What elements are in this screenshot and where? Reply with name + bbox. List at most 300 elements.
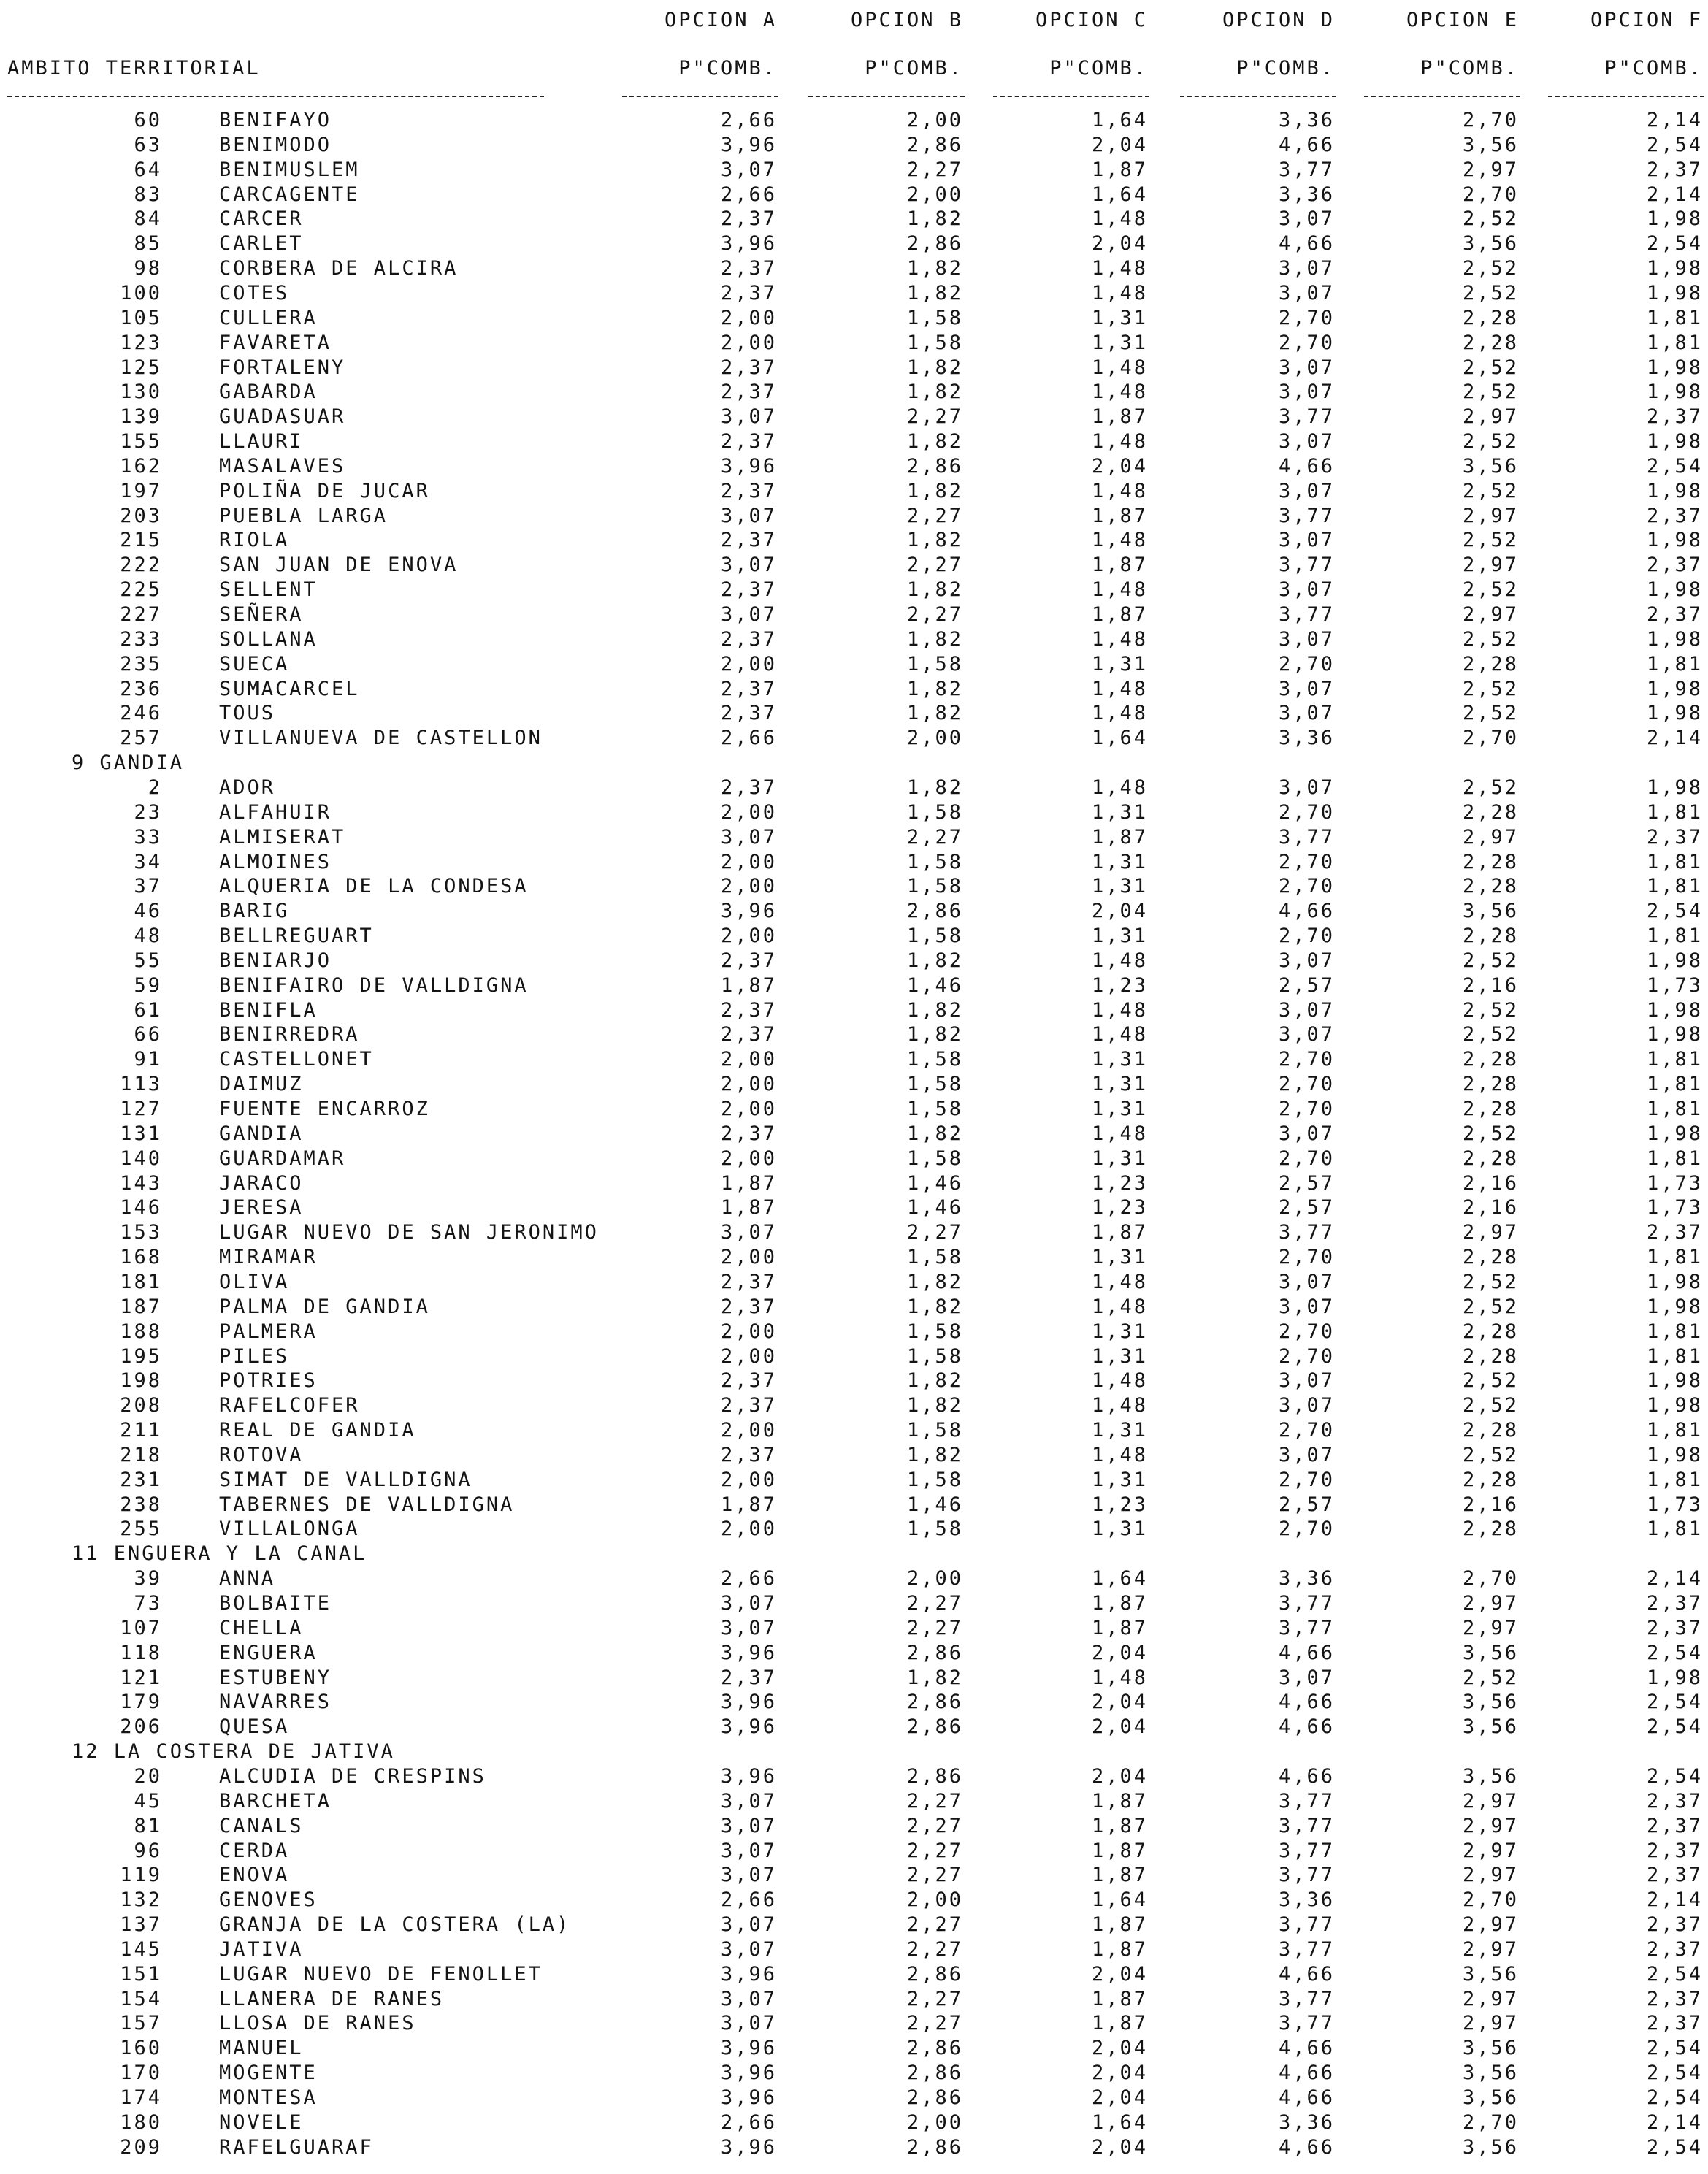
option-f-value: 2,54 [1646,900,1703,922]
option-f-value: 1,98 [1646,1295,1703,1318]
table-row [0,701,1708,726]
option-d-value: 3,07 [1278,776,1335,799]
option-d-value: 2,70 [1278,925,1335,947]
municipality-code: 37 [134,875,162,897]
municipality-name: SUECA [219,653,290,675]
option-d-value: 3,77 [1278,1938,1335,1961]
option-b-value: 2,27 [906,826,963,849]
option-e-value: 2,52 [1462,1394,1519,1417]
option-f-value: 2,54 [1646,232,1703,255]
option-e-value: 2,52 [1462,1271,1519,1293]
option-b-value: 2,86 [906,232,963,255]
option-e-value: 3,56 [1462,1642,1519,1664]
option-b-value: 2,86 [906,2086,963,2109]
option-d-value: 4,66 [1278,1765,1335,1788]
municipality-name: DAIMUZ [219,1073,304,1095]
option-c-value: 1,48 [1091,207,1148,230]
option-d-value: 3,07 [1278,356,1335,379]
option-f-value: 1,98 [1646,702,1703,724]
municipality-code: 157 [120,2012,162,2035]
option-e-value: 3,56 [1462,2062,1519,2084]
option-c-value: 1,48 [1091,257,1148,280]
municipality-code: 131 [120,1122,162,1145]
municipality-code: 83 [134,183,162,206]
option-b-value: 2,00 [906,1888,963,1911]
municipality-name: JARACO [219,1172,304,1195]
municipality-name: MASALAVES [219,455,346,478]
option-e-value: 2,28 [1462,875,1519,897]
option-e-value: 2,97 [1462,1790,1519,1813]
option-e-value: 2,28 [1462,307,1519,329]
option-d-value: 3,07 [1278,1444,1335,1466]
option-e-value: 2,28 [1462,1147,1519,1170]
municipality-code: 84 [134,207,162,230]
option-a-value: 3,07 [720,158,777,181]
option-c-value: 1,87 [1091,1592,1148,1615]
option-d-value: 3,77 [1278,554,1335,576]
option-e-value: 2,52 [1462,380,1519,403]
table-row [0,874,1708,899]
option-f-value: 2,37 [1646,158,1703,181]
option-b-value: 1,58 [906,925,963,947]
option-e-heading: OPCION E [1406,9,1519,31]
option-a-value: 3,96 [720,2136,777,2159]
option-c-value: 2,04 [1091,2062,1148,2084]
option-c-value: 1,87 [1091,1221,1148,1244]
option-a-value: 2,66 [720,2111,777,2134]
option-a-value: 3,96 [720,1715,777,1738]
option-f-value: 2,37 [1646,1938,1703,1961]
option-a-value: 3,07 [720,603,777,626]
option-e-value: 2,16 [1462,974,1519,997]
table-row [0,2061,1708,2086]
municipality-name: LLAURI [219,430,304,453]
option-c-value: 1,48 [1091,1271,1148,1293]
option-f-value: 2,14 [1646,183,1703,206]
option-f-value: 1,98 [1646,578,1703,601]
option-e-value: 2,28 [1462,653,1519,675]
option-d-value: 2,70 [1278,1469,1335,1491]
option-f-value: 1,98 [1646,1023,1703,1046]
option-d-value: 4,66 [1278,1691,1335,1713]
option-a-value: 2,37 [720,480,777,502]
option-f-value: 1,98 [1646,282,1703,305]
table-row [0,281,1708,306]
option-f-value: 1,98 [1646,1271,1703,1293]
option-e-value: 2,16 [1462,1493,1519,1516]
option-a-value: 2,37 [720,1023,777,1046]
table-row [0,627,1708,652]
option-a-value: 2,00 [720,332,777,354]
option-a-value: 3,96 [720,900,777,922]
municipality-name: BENIARJO [219,949,332,972]
option-f-value: 2,54 [1646,2086,1703,2109]
option-e-value: 2,28 [1462,851,1519,873]
option-d-value: 3,36 [1278,727,1335,749]
option-a-value: 2,66 [720,727,777,749]
option-e-value: 2,97 [1462,2012,1519,2035]
option-d-value: 4,66 [1278,2062,1335,2084]
option-f-value: 1,98 [1646,1444,1703,1466]
option-f-value: 1,81 [1646,1469,1703,1491]
table-row [0,652,1708,677]
municipality-code: 137 [120,1913,162,1936]
municipality-code: 118 [120,1642,162,1664]
municipality-name: RIOLA [219,529,290,551]
municipality-code: 195 [120,1345,162,1368]
municipality-name: ALQUERIA DE LA CONDESA [219,875,529,897]
option-c-value: 2,04 [1091,455,1148,478]
option-d-value: 4,66 [1278,1715,1335,1738]
table-row [0,1764,1708,1789]
municipality-name: PILES [219,1345,290,1368]
option-f-value: 1,73 [1646,1196,1703,1219]
option-d-value: 4,66 [1278,1642,1335,1664]
option-b-value: 1,82 [906,578,963,601]
municipality-code: 257 [120,727,162,749]
option-a-value: 3,96 [720,1963,777,1986]
option-c-value: 1,31 [1091,1345,1148,1368]
option-b-value: 1,58 [906,1469,963,1491]
option-a-value: 3,96 [720,1691,777,1713]
option-b-value: 2,27 [906,1592,963,1615]
option-e-value: 3,56 [1462,1715,1519,1738]
option-c-value: 1,23 [1091,1493,1148,1516]
option-c-value: 1,64 [1091,109,1148,131]
option-d-value: 3,07 [1278,678,1335,700]
option-f-heading: OPCION F [1590,9,1703,31]
option-f-value: 2,54 [1646,1963,1703,1986]
option-a-value: 2,00 [720,1073,777,1095]
municipality-code: 222 [120,554,162,576]
option-a-value: 3,07 [720,1913,777,1936]
option-b-value: 1,82 [906,1369,963,1392]
option-f-value: 2,37 [1646,1221,1703,1244]
table-row [0,1022,1708,1047]
option-d-unit-label: P"COMB. [1236,57,1335,80]
option-e-value: 2,97 [1462,1938,1519,1961]
option-a-value: 3,96 [720,455,777,478]
option-a-value: 2,37 [720,430,777,453]
option-a-value: 2,37 [720,282,777,305]
option-e-value: 2,97 [1462,1592,1519,1615]
option-c-value: 1,48 [1091,480,1148,502]
municipality-code: 61 [134,999,162,1022]
option-c-value: 1,87 [1091,158,1148,181]
option-b-value: 2,00 [906,2111,963,2134]
table-row [0,726,1708,751]
option-f-value: 1,81 [1646,1320,1703,1343]
option-d-value: 3,36 [1278,2111,1335,2134]
option-f-value: 2,54 [1646,1715,1703,1738]
option-f-value: 1,98 [1646,430,1703,453]
option-f-value: 1,81 [1646,925,1703,947]
table-row [0,924,1708,949]
option-d-value: 3,07 [1278,702,1335,724]
municipality-code: 179 [120,1691,162,1713]
option-b-value: 2,86 [906,455,963,478]
option-a-value: 3,96 [720,232,777,255]
option-f-value: 2,54 [1646,1765,1703,1788]
table-row [0,2086,1708,2110]
group-heading: 11 ENGUERA Y LA CANAL [72,1542,367,1565]
option-d-value: 2,70 [1278,1147,1335,1170]
option-a-value: 2,66 [720,1567,777,1590]
option-e-value: 2,28 [1462,1345,1519,1368]
option-f-value: 2,54 [1646,1642,1703,1664]
option-b-value: 2,86 [906,900,963,922]
municipality-name: CARCAGENTE [219,183,360,206]
option-f-value: 1,81 [1646,875,1703,897]
option-e-value: 2,52 [1462,480,1519,502]
option-e-value: 2,28 [1462,1320,1519,1343]
municipality-code: 151 [120,1963,162,1986]
municipality-name: PALMERA [219,1320,318,1343]
table-row [0,1195,1708,1220]
option-a-value: 2,00 [720,1098,777,1120]
option-d-value: 2,57 [1278,1196,1335,1219]
table-row [0,998,1708,1023]
municipality-code: 236 [120,678,162,700]
option-b-value: 2,27 [906,1988,963,2010]
table-row [0,1245,1708,1270]
municipality-name: BENIMODO [219,134,332,156]
municipality-code: 231 [120,1469,162,1491]
table-row [0,776,1708,800]
option-d-value: 3,77 [1278,2012,1335,2035]
table-row [0,850,1708,875]
option-d-value: 2,70 [1278,801,1335,824]
municipality-code: 20 [134,1765,162,1788]
option-a-value: 3,07 [720,554,777,576]
option-e-value: 2,52 [1462,1444,1519,1466]
table-row [0,1863,1708,1888]
option-c-value: 1,31 [1091,1246,1148,1268]
option-a-underline [622,96,778,97]
option-c-value: 1,87 [1091,505,1148,527]
option-e-value: 2,97 [1462,1864,1519,1886]
table-row [0,1493,1708,1517]
option-e-value: 2,28 [1462,332,1519,354]
option-e-value: 3,56 [1462,455,1519,478]
option-b-value: 1,58 [906,1419,963,1442]
option-e-value: 2,28 [1462,1419,1519,1442]
municipality-code: 187 [120,1295,162,1318]
option-a-value: 2,00 [720,1147,777,1170]
municipality-name: ADOR [219,776,276,799]
option-b-value: 2,27 [906,158,963,181]
option-d-underline [1180,96,1336,97]
option-e-value: 2,52 [1462,1122,1519,1145]
option-d-value: 3,07 [1278,1122,1335,1145]
municipality-code: 100 [120,282,162,305]
option-c-value: 1,48 [1091,282,1148,305]
option-d-value: 3,36 [1278,1567,1335,1590]
option-a-value: 2,37 [720,578,777,601]
option-e-value: 3,56 [1462,1963,1519,1986]
table-row [0,825,1708,850]
option-e-value: 2,52 [1462,207,1519,230]
option-f-value: 2,54 [1646,2136,1703,2159]
option-e-value: 3,56 [1462,1765,1519,1788]
municipality-name: POLIÑA DE JUCAR [219,480,430,502]
table-row [0,1122,1708,1147]
option-f-value: 2,14 [1646,2111,1703,2134]
option-e-value: 2,97 [1462,826,1519,849]
municipality-code: 119 [120,1864,162,1886]
table-row [0,1072,1708,1097]
option-c-value: 1,64 [1091,1888,1148,1911]
municipality-name: CANALS [219,1815,304,1837]
option-b-value: 2,27 [906,1864,963,1886]
option-b-value: 1,82 [906,380,963,403]
option-a-value: 2,37 [720,356,777,379]
option-f-value: 1,73 [1646,1172,1703,1195]
option-e-value: 2,52 [1462,1666,1519,1689]
option-a-value: 2,37 [720,207,777,230]
option-b-value: 2,86 [906,2062,963,2084]
table-row [0,1047,1708,1072]
option-c-value: 1,64 [1091,183,1148,206]
group-heading-row [0,1542,1708,1566]
option-a-value: 1,87 [720,974,777,997]
option-b-underline [808,96,965,97]
option-f-value: 1,98 [1646,1394,1703,1417]
option-c-value: 1,48 [1091,776,1148,799]
option-d-value: 3,77 [1278,1815,1335,1837]
option-d-value: 3,77 [1278,1864,1335,1886]
option-c-value: 1,48 [1091,1122,1148,1145]
option-a-value: 3,07 [720,405,777,428]
option-b-value: 1,46 [906,1172,963,1195]
option-b-value: 2,27 [906,1938,963,1961]
option-e-value: 2,97 [1462,505,1519,527]
option-a-value: 3,07 [720,1864,777,1886]
option-b-value: 1,82 [906,430,963,453]
municipality-code: 127 [120,1098,162,1120]
option-d-value: 2,70 [1278,1098,1335,1120]
municipality-name: VILLANUEVA DE CASTELLON [219,727,543,749]
table-row [0,2135,1708,2160]
municipality-code: 255 [120,1517,162,1540]
municipality-name: GRANJA DE LA COSTERA (LA) [219,1913,571,1936]
municipality-name: SEÑERA [219,603,304,626]
option-a-value: 2,37 [720,529,777,551]
option-e-value: 2,52 [1462,702,1519,724]
option-d-value: 3,07 [1278,430,1335,453]
option-b-value: 1,82 [906,1444,963,1466]
municipality-name: BENIRREDRA [219,1023,360,1046]
option-f-value: 2,37 [1646,1913,1703,1936]
municipality-code: 155 [120,430,162,453]
option-a-value: 2,00 [720,801,777,824]
municipality-code: 48 [134,925,162,947]
option-e-value: 2,16 [1462,1196,1519,1219]
option-a-value: 2,00 [720,925,777,947]
option-d-value: 3,07 [1278,529,1335,551]
option-c-value: 1,31 [1091,851,1148,873]
group-heading: 12 LA COSTERA DE JATIVA [72,1740,395,1763]
option-d-value: 2,70 [1278,1246,1335,1268]
option-c-value: 1,23 [1091,1196,1148,1219]
option-d-value: 2,70 [1278,653,1335,675]
option-a-value: 2,66 [720,183,777,206]
option-e-value: 2,52 [1462,356,1519,379]
option-c-value: 2,04 [1091,1963,1148,1986]
municipality-code: 125 [120,356,162,379]
table-row [0,1097,1708,1122]
table-row [0,1393,1708,1418]
municipality-name: TABERNES DE VALLDIGNA [219,1493,515,1516]
table-row [0,183,1708,207]
table-row [0,1987,1708,2012]
option-e-value: 2,97 [1462,1815,1519,1837]
municipality-code: 34 [134,851,162,873]
table-row [0,973,1708,998]
option-c-value: 1,31 [1091,332,1148,354]
option-f-value: 2,37 [1646,1790,1703,1813]
municipality-code: 208 [120,1394,162,1417]
option-f-value: 2,14 [1646,109,1703,131]
option-d-value: 3,77 [1278,505,1335,527]
municipality-code: 188 [120,1320,162,1343]
option-a-value: 3,07 [720,505,777,527]
table-row [0,1789,1708,1814]
option-d-value: 3,07 [1278,380,1335,403]
table-row [0,800,1708,825]
municipality-name: ALMISERAT [219,826,346,849]
municipality-code: 227 [120,603,162,626]
option-e-value: 2,97 [1462,158,1519,181]
municipality-code: 197 [120,480,162,502]
municipality-name: PUEBLA LARGA [219,505,388,527]
option-e-value: 2,52 [1462,1369,1519,1392]
municipality-name: BENIFAYO [219,109,332,131]
municipality-code: 85 [134,232,162,255]
option-d-value: 4,66 [1278,455,1335,478]
option-d-value: 3,07 [1278,282,1335,305]
table-row [0,528,1708,553]
municipality-name: PALMA DE GANDIA [219,1295,430,1318]
option-a-value: 2,00 [720,1469,777,1491]
municipality-code: 132 [120,1888,162,1911]
option-e-value: 2,52 [1462,949,1519,972]
option-e-value: 2,70 [1462,183,1519,206]
table-row [0,1369,1708,1393]
option-f-value: 2,14 [1646,1567,1703,1590]
option-b-value: 2,00 [906,109,963,131]
option-c-value: 1,31 [1091,875,1148,897]
option-e-value: 2,52 [1462,257,1519,280]
option-f-value: 1,98 [1646,678,1703,700]
option-f-value: 2,14 [1646,1888,1703,1911]
table-row [0,207,1708,231]
municipality-code: 39 [134,1567,162,1590]
option-a-value: 3,07 [720,1988,777,2010]
table-row [0,380,1708,405]
option-f-value: 2,37 [1646,1815,1703,1837]
option-c-value: 1,31 [1091,801,1148,824]
option-d-value: 4,66 [1278,900,1335,922]
municipality-code: 246 [120,702,162,724]
option-f-value: 2,14 [1646,727,1703,749]
option-b-value: 1,46 [906,974,963,997]
municipality-name: GENOVES [219,1888,318,1911]
option-c-value: 2,04 [1091,1691,1148,1713]
option-c-value: 2,04 [1091,1642,1148,1664]
option-f-value: 1,73 [1646,974,1703,997]
table-row [0,1937,1708,1962]
